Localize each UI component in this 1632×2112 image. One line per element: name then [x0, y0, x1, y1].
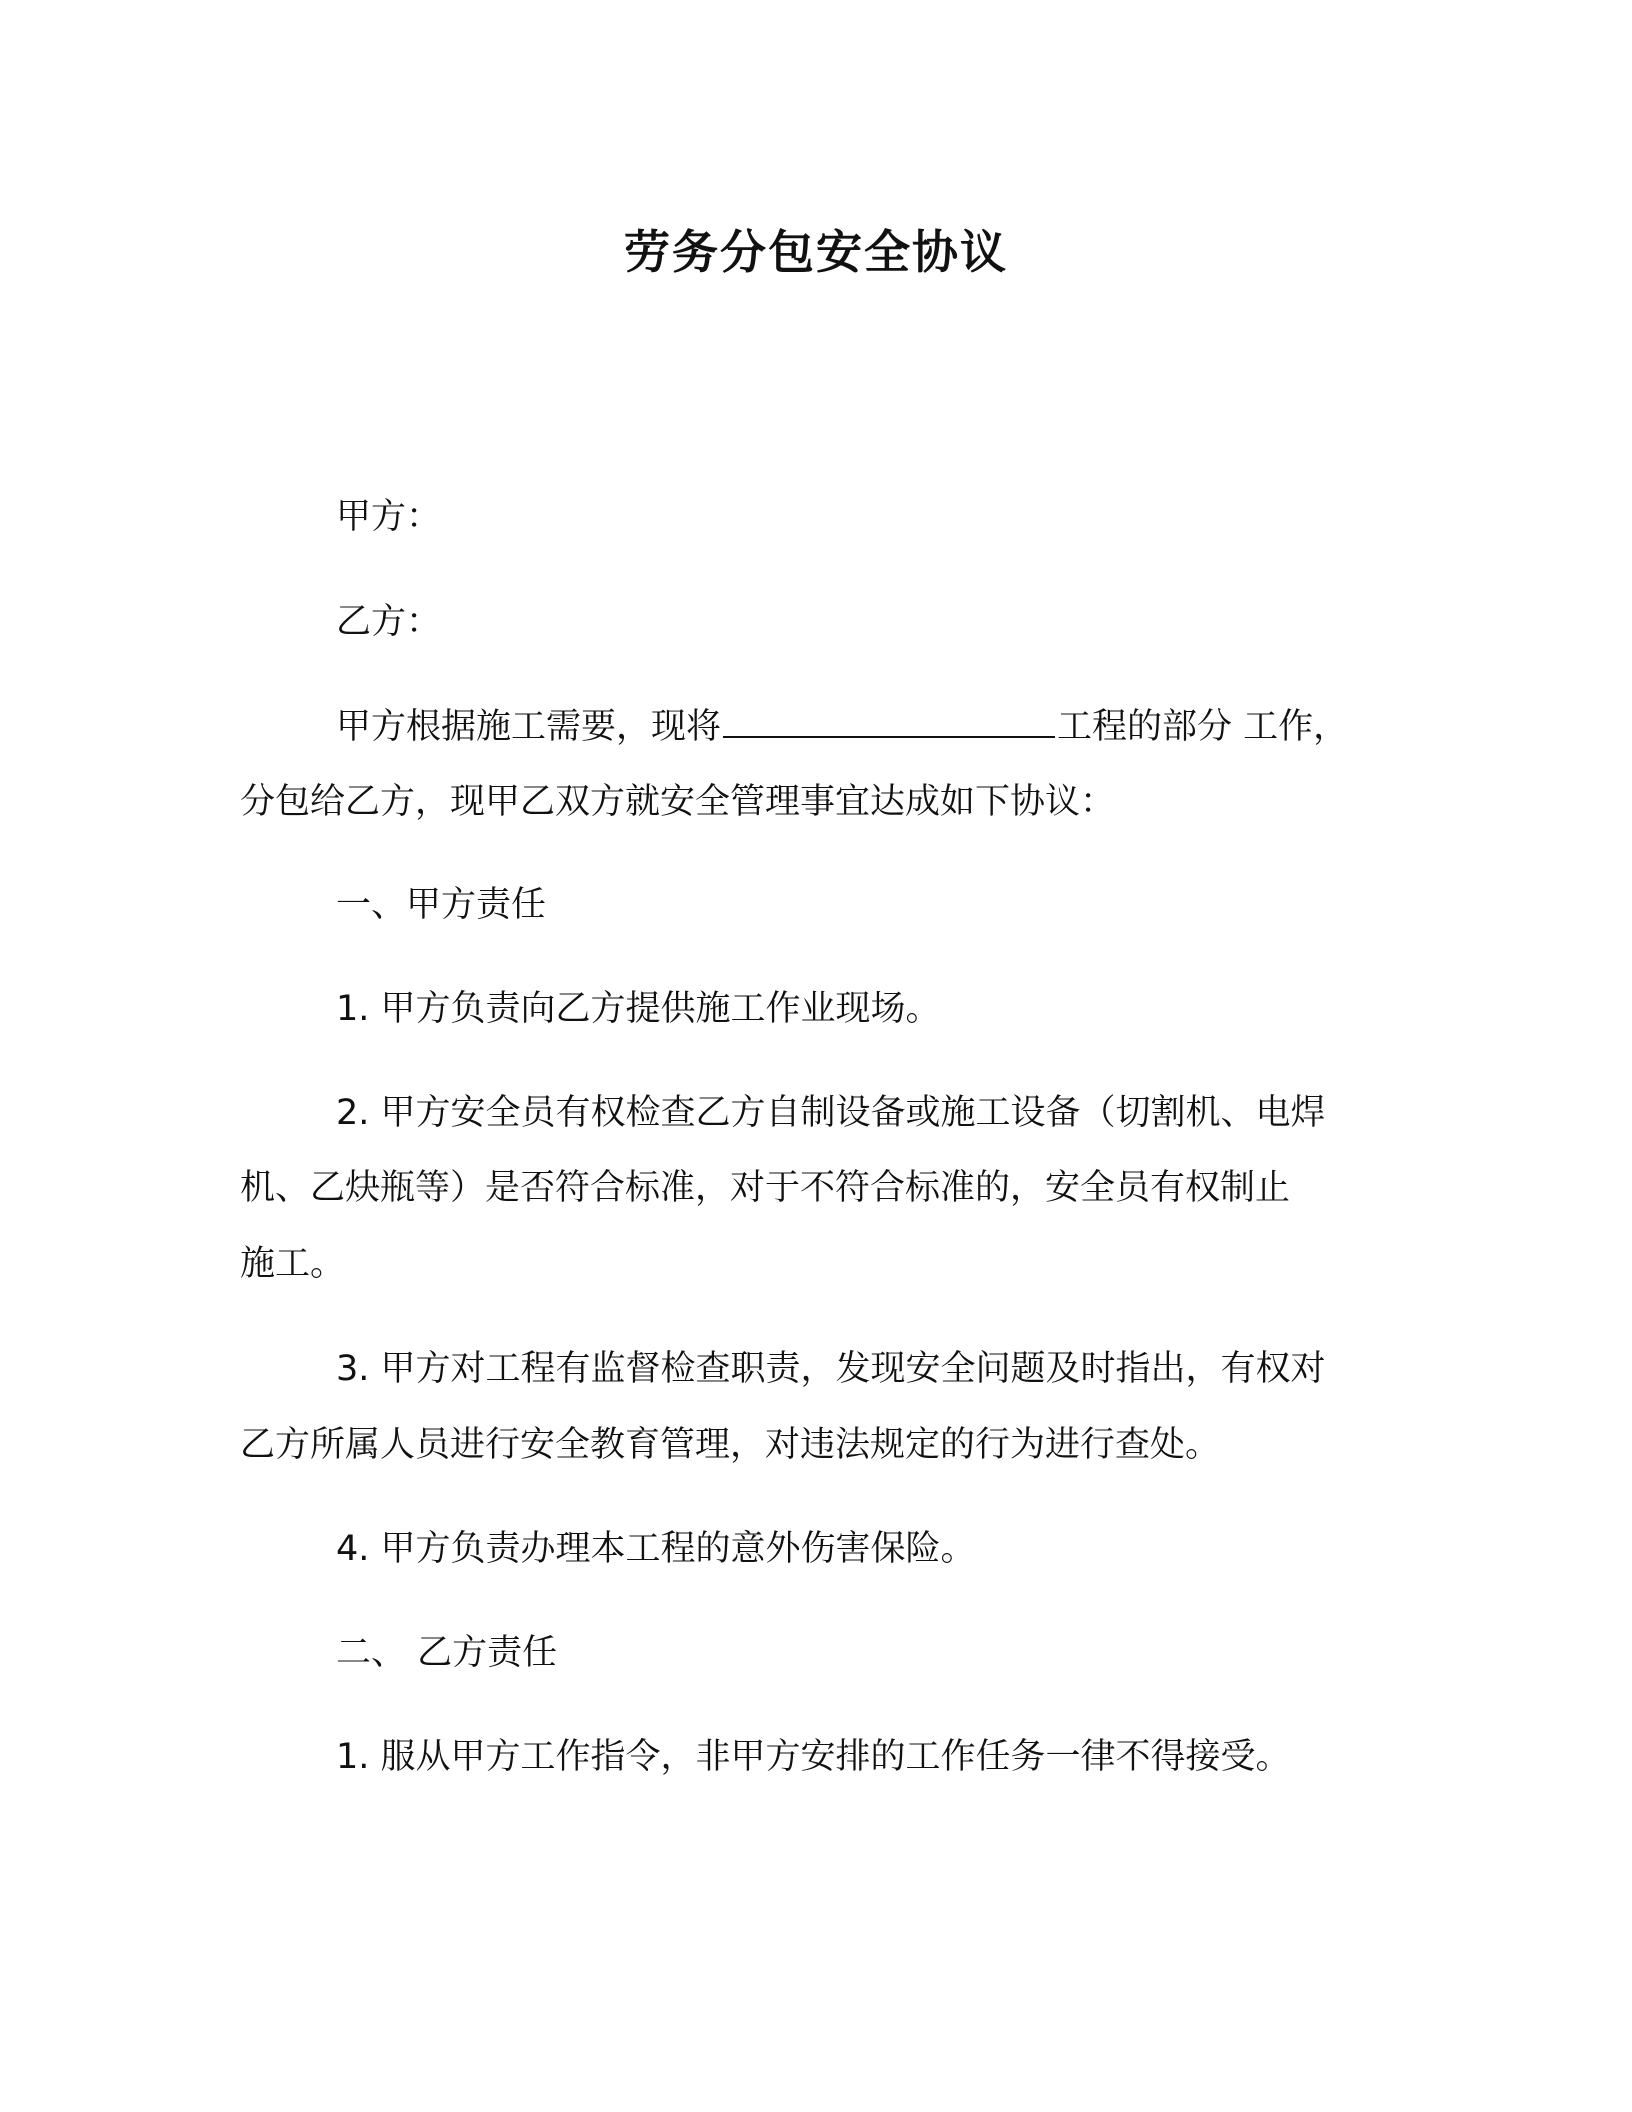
- project-name-blank: [723, 702, 1055, 738]
- intro-text-after-blank: 工程的部分 工作，: [1057, 707, 1349, 747]
- section-1-item-2-line-2: 机、乙炔瓶等）是否符合标准，对于不符合标准的，安全员有权制止: [240, 1168, 1291, 1208]
- section-2-heading: 二、 乙方责任: [336, 1633, 558, 1673]
- section-1-item-3-line-1: 3. 甲方对工程有监督检查职责，发现安全问题及时指出，有权对: [336, 1349, 1326, 1389]
- party-b-label: 乙方：: [336, 602, 442, 642]
- section-1-item-3-line-2: 乙方所属人员进行安全教育管理，对违法规定的行为进行查处。: [240, 1425, 1221, 1465]
- section-2-item-1: 1. 服从甲方工作指令，非甲方安排的工作任务一律不得接受。: [336, 1737, 1291, 1777]
- document-title: 劳务分包安全协议: [624, 225, 1008, 279]
- section-1-item-2-line-1: 2. 甲方安全员有权检查乙方自制设备或施工设备（切割机、电焊: [336, 1093, 1326, 1133]
- intro-text-before-blank: 甲方根据施工需要，现将: [336, 707, 722, 747]
- section-1-item-2-line-3: 施工。: [240, 1244, 346, 1284]
- section-1-item-4: 4. 甲方负责办理本工程的意外伤害保险。: [336, 1529, 976, 1569]
- party-a-label: 甲方：: [336, 497, 442, 537]
- intro-line-1: [336, 702, 1348, 752]
- section-1-heading: 一、甲方责任: [336, 885, 547, 925]
- section-1-item-1: 1. 甲方负责向乙方提供施工作业现场。: [336, 989, 941, 1029]
- intro-line-2: 分包给乙方，现甲乙双方就安全管理事宜达成如下协议：: [240, 782, 1116, 822]
